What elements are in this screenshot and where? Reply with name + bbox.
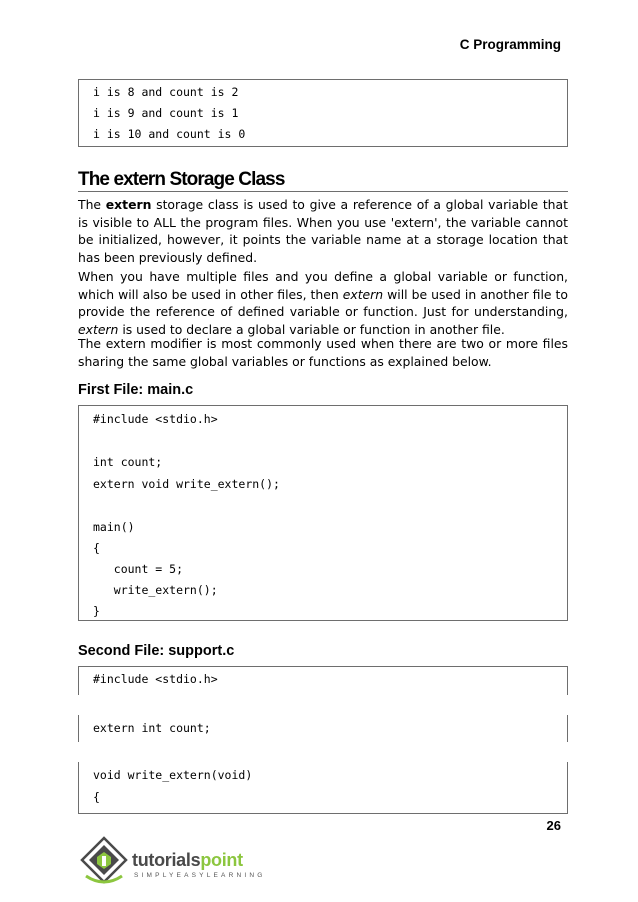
code-line: i is 10 and count is 0 [93,127,246,141]
border-gap [566,742,571,762]
running-header-title: C Programming [459,37,561,52]
code-line: int count; [93,455,163,469]
code-line: extern void write_extern(); [93,477,280,491]
code-line: #include <stdio.h> [93,672,218,686]
paragraph-extern-multiple-files: When you have multiple files and you define a global variable or function, which will also be used in other files, then extern will be used in another file to provide the reference of defined variable or function. Just for understanding, extern is used to declare a global variable or function in another file. [78,269,568,337]
logo-mark-icon [80,836,132,892]
support-c-code-block [78,666,568,814]
code-line: { [93,790,100,804]
border-gap [76,742,81,762]
code-line: #include <stdio.h> [93,412,218,426]
keyword-extern: extern [342,286,384,302]
page-number: 26 [546,818,561,833]
section-heading: The extern Storage Class [78,169,568,192]
code-line: write_extern(); [93,583,218,597]
logo-tagline: SIMPLYEASYLEARNING [134,872,266,879]
code-line: i is 8 and count is 2 [93,85,239,99]
keyword-extern: extern [78,321,119,337]
main-c-code-block [78,405,568,621]
code-line: main() [93,520,135,534]
paragraph-extern-modifier: The extern modifier is most commonly used when there are two or more files sharing the same global variables or functions as explained below. [78,336,568,369]
first-file-heading: First File: main.c [78,382,194,398]
second-file-heading: Second File: support.c [78,643,235,659]
code-line: void write_extern(void) [93,768,253,782]
tutorialspoint-logo [80,836,280,892]
border-gap [566,695,571,715]
code-line: count = 5; [93,562,184,576]
border-gap [76,695,81,715]
logo-wordmark: tutorialspoint [132,850,243,870]
output-code-block [78,79,568,147]
code-line: } [93,604,100,618]
paragraph-extern-intro: The extern storage class is used to give a reference of a global variable that is visible to ALL the program files. When you use 'extern', the variable cannot be initialized, however, it points the variable name at a storage location that has been previously defined. [78,197,568,265]
code-line: i is 9 and count is 1 [93,106,239,120]
code-line: { [93,541,100,555]
code-line: extern int count; [93,721,211,735]
keyword-extern: extern [105,197,152,212]
